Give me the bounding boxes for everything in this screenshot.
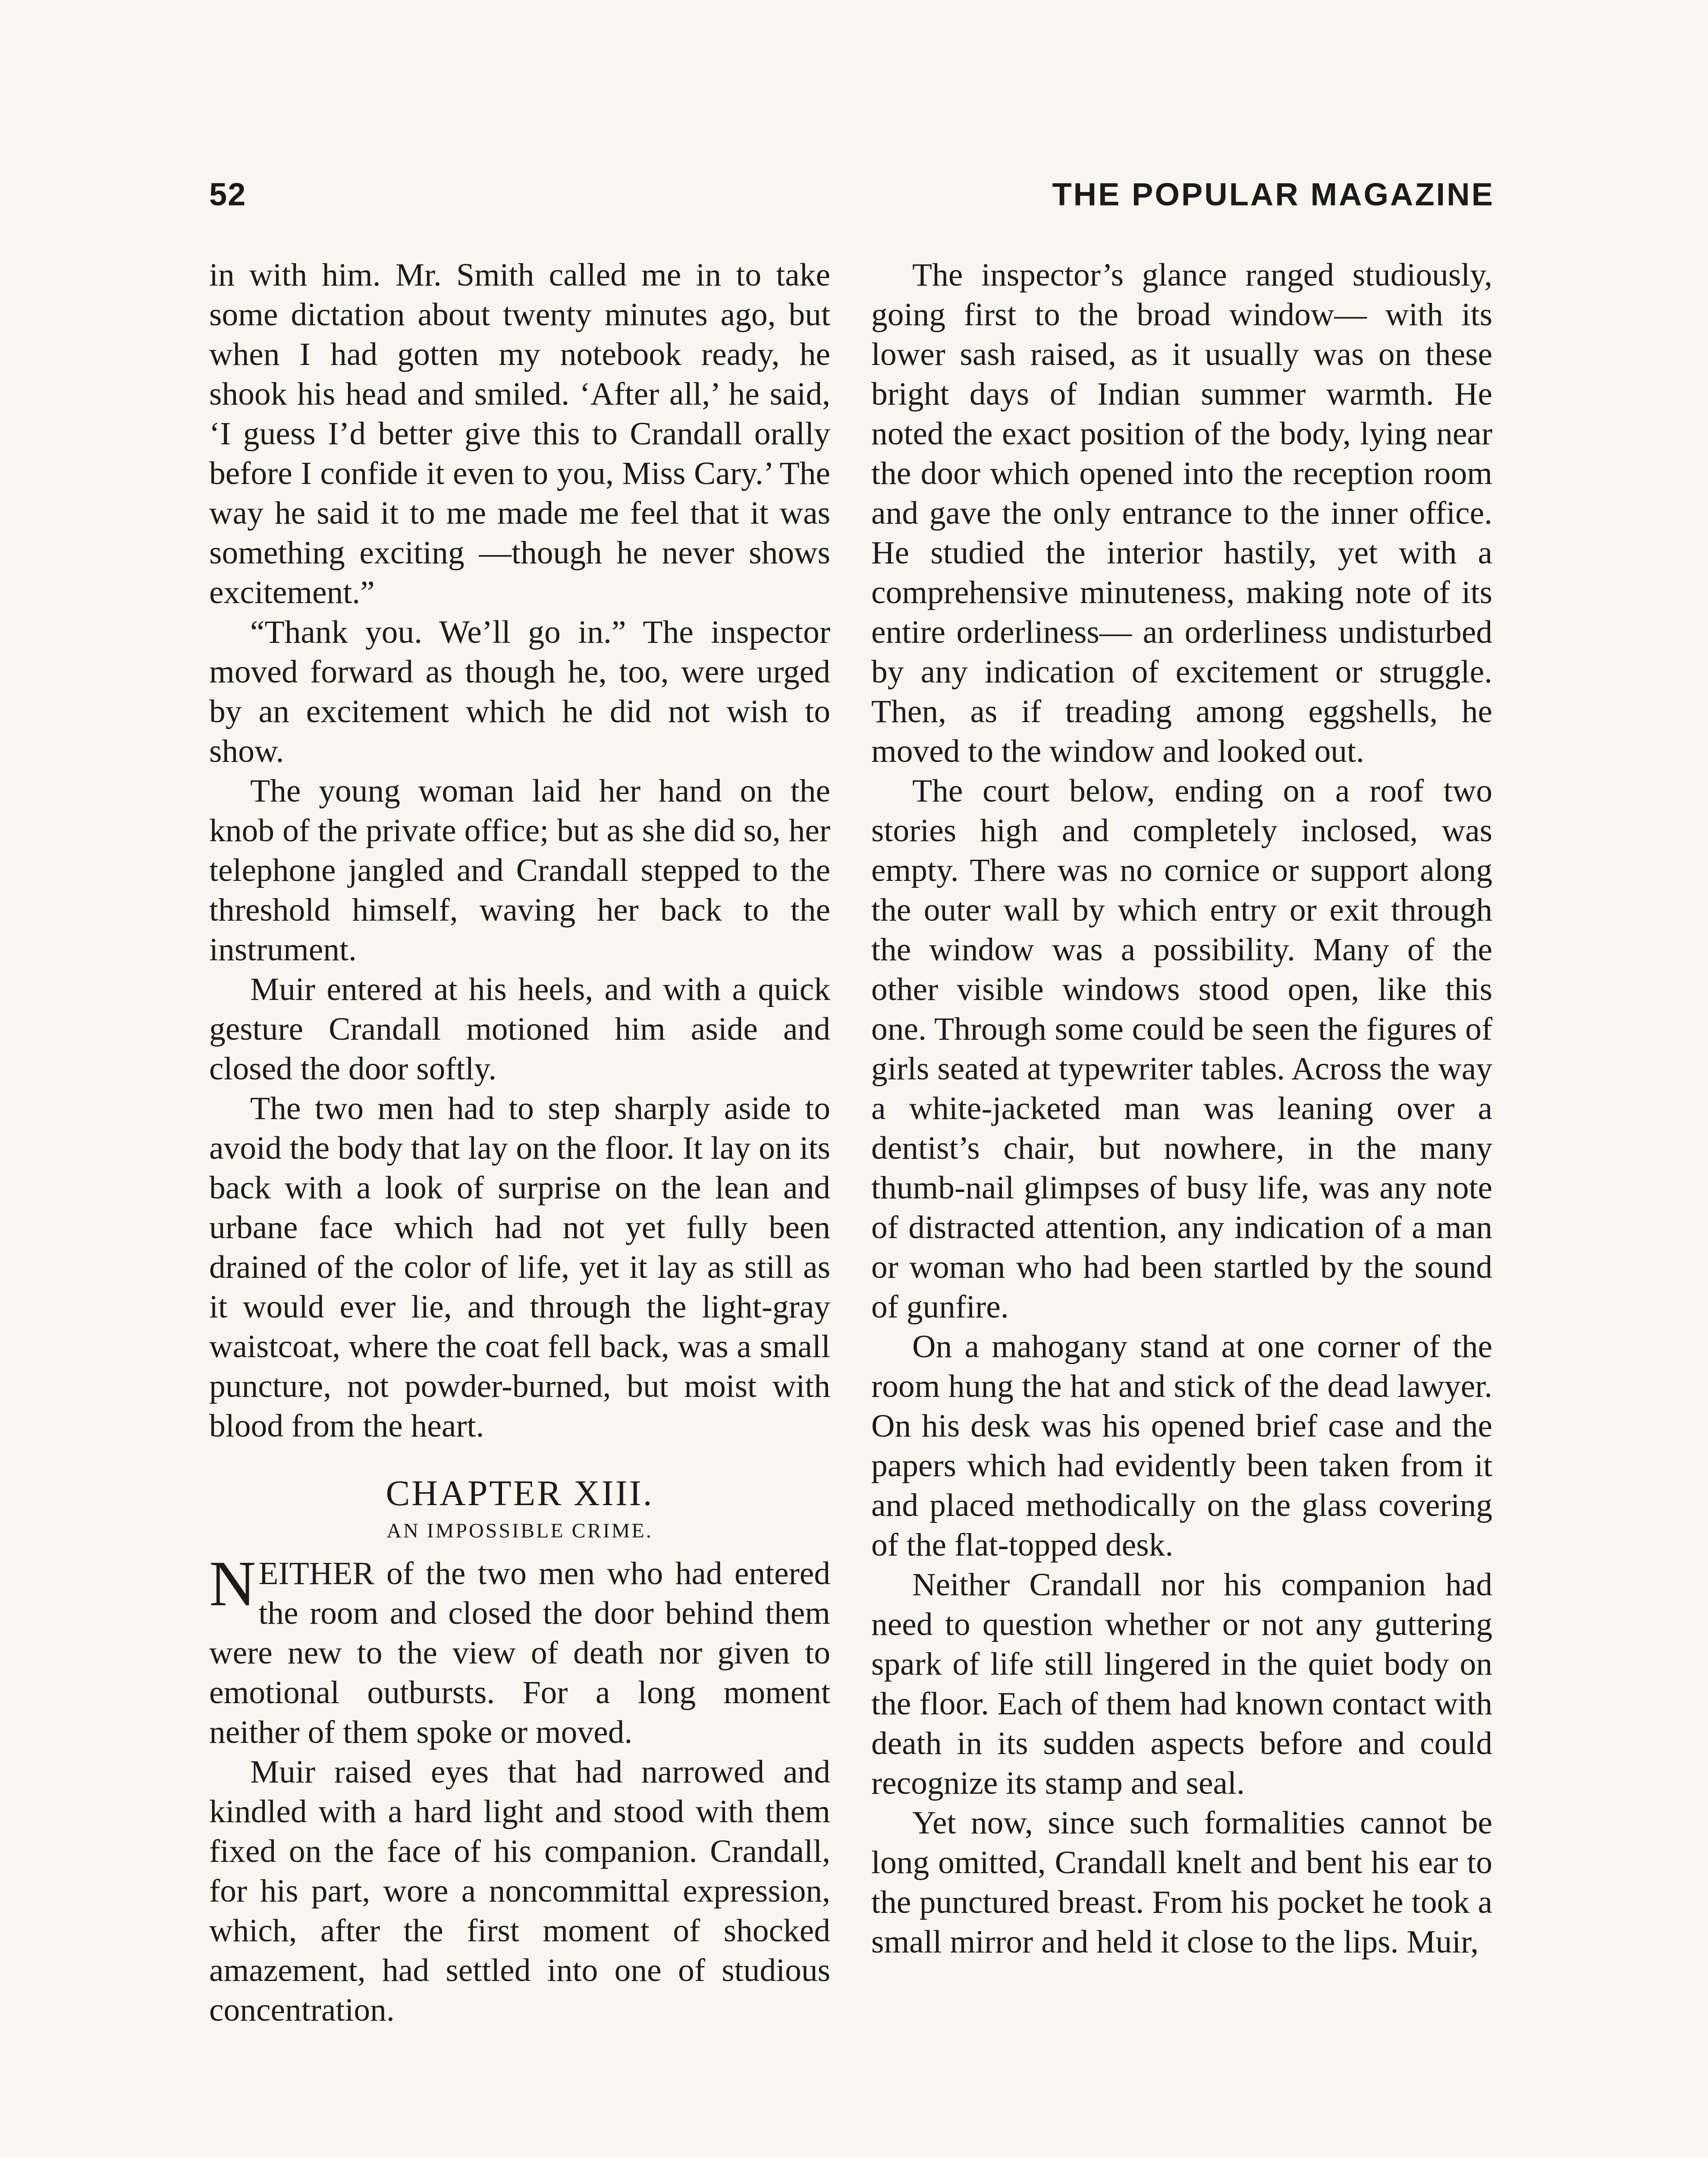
paragraph: The young woman laid her hand on the knob of the private office; but as she did so, her telephone jangled and Crandall stepped to the threshold himself, waving her back to the instrument. — [209, 773, 830, 968]
drop-cap: N — [209, 1548, 256, 1619]
paragraph: The two men had to step sharply aside to avoid the body that lay on the floor. It lay on its back with a look of surprise on the lean and urbane face which had not yet fully been drained of the color of life, yet it lay as still as it would ever lie, and through the light-gray waistcoat, where the coat fell back, was a small puncture, not powder-burned, but moist with blood from the heart. — [209, 1091, 830, 1444]
paragraph: On a mahogany stand at one corner of the room hung the hat and stick of the dead lawyer. On his desk was his opened brief case and the papers which had evidently been taken from it and placed methodically on the glass covering of the flat-topped desk. — [871, 1329, 1492, 1563]
paragraph: in with him. Mr. Smith called me in to take some dictation about twenty minutes ago, but when I had gotten my notebook ready, he shook his head and smiled. ‘After all,’ he said, ‘I guess I’d better give this to Crandall orally before I confide it even to you, Miss Cary.’ The way he said it to me made me feel that it was something exciting —though he never shows excitement.” — [209, 257, 830, 610]
paragraph: Muir entered at his heels, and with a quick gesture Crandall motioned him aside and closed the door softly. — [209, 972, 830, 1087]
left-column — [209, 255, 830, 2157]
chapter-title: CHAPTER XIII. — [386, 1473, 654, 1513]
right-column — [871, 255, 1492, 2157]
running-head: THE POPULAR MAGAZINE — [1052, 176, 1494, 212]
paragraph: Yet now, since such formalities cannot be long omitted, Crandall knelt and bent his ear to the punctured breast. From his pocket he took a small mirror and held it close to the lips. Muir, — [871, 1805, 1492, 1960]
paragraph: Muir raised eyes that had narrowed and kindled with a hard light and stood with them fixed on the face of his companion. Crandall, for his part, wore a noncommittal expression, which, after the first moment of shocked amazement, had settled into one of studious concentration. — [209, 1754, 830, 2028]
page-number: 52 — [209, 176, 247, 212]
paragraph: Neither Crandall nor his companion had need to question whether or not any guttering spark of life still lingered in the quiet body on the floor. Each of them had known contact with death in its sudden aspects before and could recognize its stamp and seal. — [871, 1567, 1492, 1801]
paragraph: The inspector’s glance ranged studiously, going first to the broad window— with its lower sash raised, as it usually was on these bright days of Indian summer warmth. He noted the exact position of the body, lying near the door which opened into the reception room and gave the only entrance to the inner office. He studied the interior hastily, yet with a comprehensive minuteness, making note of its entire orderliness— an orderliness undisturbed by any indication of excitement or struggle. Then, as if treading among eggshells, he moved to the window and looked out. — [871, 257, 1492, 769]
page-header — [209, 176, 1494, 223]
chapter-subtitle: AN IMPOSSIBLE CRIME. — [386, 1519, 653, 1542]
opening-text: EITHER of the two men who had entered the room and closed the door behind them were new to the view of death nor given to emotional outbursts. For a long moment neither of them spoke or moved. — [209, 1556, 830, 1750]
chapter-opening-paragraph — [209, 1548, 830, 1752]
paragraph: “Thank you. We’ll go in.” The inspector moved forward as though he, too, were urged by an excitement which he did not wish to show. — [209, 614, 830, 769]
paragraph: The court below, ending on a roof two stories high and completely inclosed, was empty. There was no cornice or support along the outer wall by which entry or exit through the window was a possibility. Many of the other visible windows stood open, like this one. Through some could be seen the figures of girls seated at typewriter tables. Across the way a white-jacketed man was leaning over a dentist’s chair, but nowhere, in the many thumb-nail glimpses of busy life, was any note of distracted attention, any indication of a man or woman who had been startled by the sound of gunfire. — [871, 773, 1492, 1325]
